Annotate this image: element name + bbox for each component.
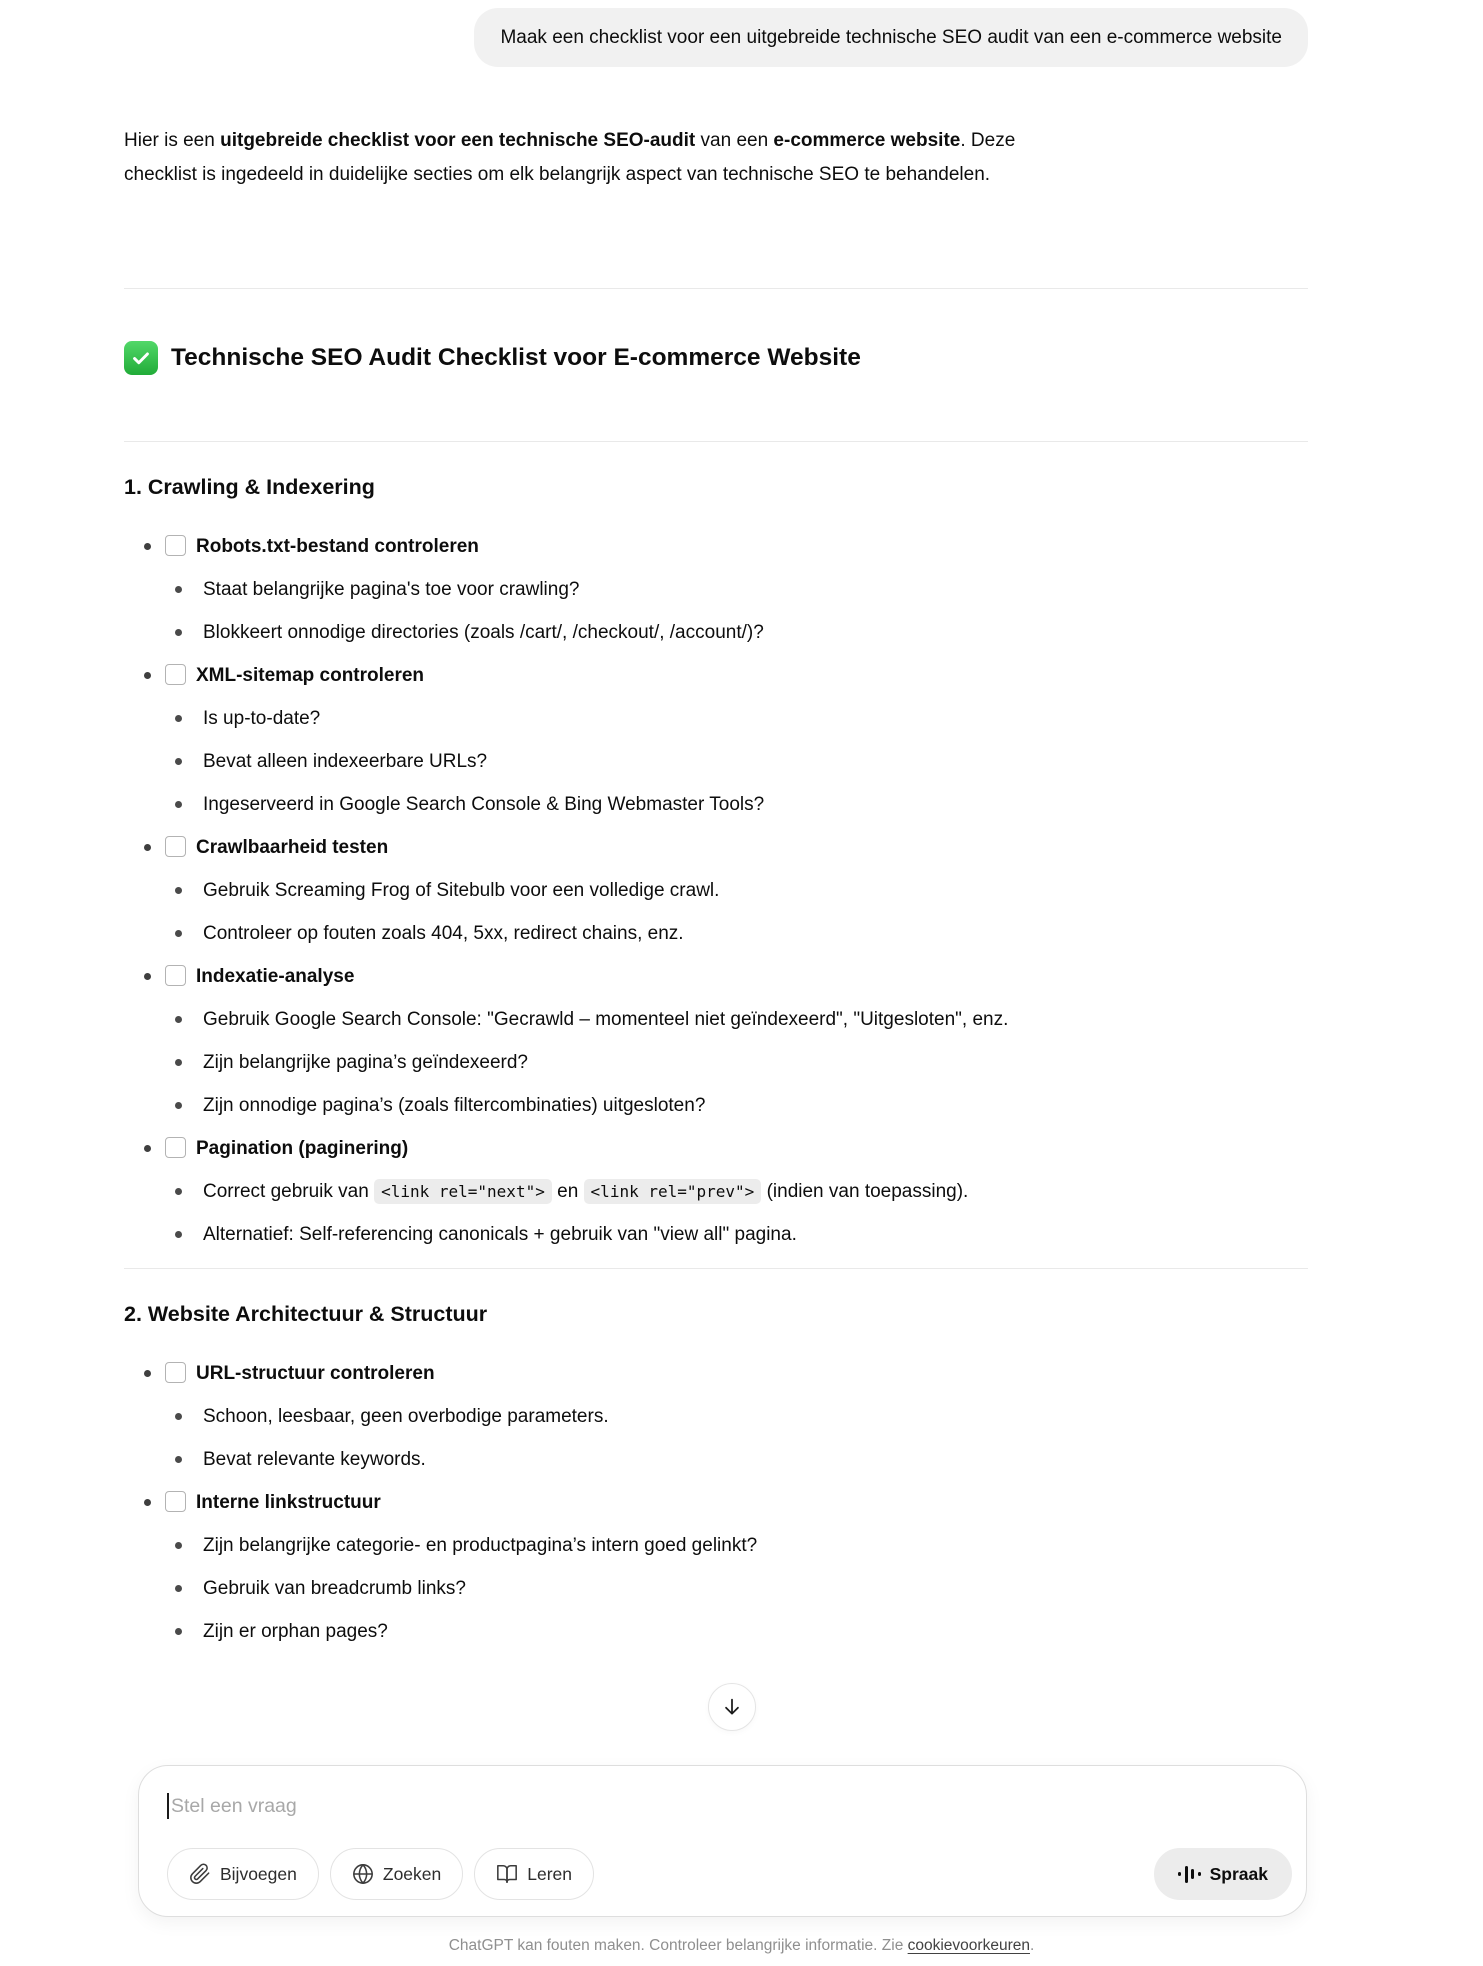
checklist-item-label: Robots.txt-bestand controleren (196, 536, 479, 557)
checklist-subitem: Bevat alleen indexeerbare URLs? (203, 740, 1058, 783)
intro-bold: e-commerce website (773, 130, 961, 151)
voice-button-label: Spraak (1209, 1863, 1268, 1884)
intro-text: Hier is een (124, 130, 221, 151)
checklist-subitem: Schoon, leesbaar, geen overbodige parameters. (203, 1395, 1058, 1438)
checklist-item-label: XML-sitemap controleren (196, 665, 425, 686)
search-button[interactable] (330, 1848, 463, 1900)
arrow-down-icon (721, 1696, 743, 1718)
attach-button[interactable] (167, 1848, 319, 1900)
footer-text: . (1029, 1937, 1035, 1954)
divider (124, 1268, 1308, 1269)
checklist-subitem: Zijn belangrijke categorie- en productpagina’s intern goed gelinkt? (203, 1524, 1058, 1567)
paperclip-icon (189, 1863, 211, 1885)
checkbox[interactable] (165, 1362, 186, 1383)
sub-list (165, 1524, 1308, 1653)
checklist-item-label: Pagination (paginering) (196, 1138, 409, 1159)
check-mark-emoji-icon (124, 341, 158, 375)
divider (124, 288, 1308, 289)
intro-text: van een (695, 130, 774, 151)
user-message-bubble: Maak een checklist voor een uitgebreide technische SEO audit van een e-commerce website (474, 8, 1308, 67)
checklist-subitem: Gebruik Screaming Frog of Sitebulb voor een volledige crawl. (203, 869, 1058, 912)
cookie-preferences-link[interactable]: cookievoorkeuren (907, 1937, 1030, 1954)
text-caret (167, 1793, 169, 1819)
sub-list (165, 697, 1308, 826)
learn-button-label: Leren (527, 1863, 573, 1884)
checklist-subitem: Controleer op fouten zoals 404, 5xx, redirect chains, enz. (203, 912, 1058, 955)
checklist-subitem: Zijn belangrijke pagina’s geïndexeerd? (203, 1041, 1058, 1084)
checklist-subitem: Staat belangrijke pagina's toe voor crawling? (203, 568, 1058, 611)
checklist-subitem: Gebruik Google Search Console: "Gecrawld – momenteel niet geïndexeerd", "Uitgesloten", enz. (203, 998, 1058, 1041)
learn-button[interactable] (474, 1848, 594, 1900)
scroll-to-bottom-button[interactable] (708, 1683, 756, 1731)
checklist-item (165, 654, 1308, 826)
checklist-subitem: Ingeserveerd in Google Search Console & Bing Webmaster Tools? (203, 783, 1058, 826)
footer-disclaimer (0, 1934, 1483, 1958)
checklist-subitem: Correct gebruik van <link rel="next"> en <link rel="prev"> (indien van toepassing). (203, 1170, 1058, 1213)
search-button-label: Zoeken (382, 1863, 442, 1884)
checklist-item (165, 1352, 1308, 1481)
checklist-item (165, 1481, 1308, 1653)
checkbox[interactable] (165, 836, 186, 857)
checklist-item (165, 826, 1308, 955)
sub-list (165, 568, 1308, 654)
checklist-subitem: Is up-to-date? (203, 697, 1058, 740)
sub-list (165, 869, 1308, 955)
inline-code: <link rel="next"> (374, 1179, 552, 1204)
intro-text: . Deze checklist is ingedeeld in duidelijke secties om elk belangrijk aspect van technische SEO te behandelen. (124, 130, 1016, 185)
sub-list (165, 1395, 1308, 1481)
user-message-row (124, 8, 1308, 67)
checkbox[interactable] (165, 965, 186, 986)
checklist-item-label: URL-structuur controleren (196, 1363, 435, 1384)
sections-host (124, 472, 1308, 1653)
composer-toolbar (167, 1848, 1292, 1900)
checkbox[interactable] (165, 664, 186, 685)
checklist-item-label: Indexatie-analyse (196, 966, 355, 987)
chat-column (124, 0, 1308, 1653)
checklist-subitem: Zijn er orphan pages? (203, 1610, 1058, 1653)
checklist-item (165, 525, 1308, 654)
sub-list (165, 1170, 1308, 1256)
voice-button[interactable] (1154, 1848, 1292, 1900)
composer-input-row (139, 1766, 1306, 1819)
main-heading-text: Technische SEO Audit Checklist voor E-commerce Website (171, 344, 861, 371)
section-title: 2. Website Architectuur & Structuur (124, 1302, 488, 1326)
book-icon (496, 1863, 518, 1885)
main-heading (124, 335, 1308, 381)
checklist-subitem: Zijn onnodige pagina’s (zoals filtercombinaties) uitgesloten? (203, 1084, 1058, 1127)
divider (124, 441, 1308, 442)
checkbox[interactable] (165, 535, 186, 556)
message-input[interactable] (171, 1795, 1278, 1818)
checklist-subitem: Gebruik van breadcrumb links? (203, 1567, 1058, 1610)
sub-list (165, 998, 1308, 1127)
checkbox[interactable] (165, 1491, 186, 1512)
checklist (124, 525, 1308, 1256)
section-title: 1. Crawling & Indexering (124, 475, 375, 499)
checklist (124, 1352, 1308, 1653)
checklist-item (165, 955, 1308, 1127)
checklist-section (124, 472, 1308, 1256)
checklist-subitem: Blokkeert onnodige directories (zoals /cart/, /checkout/, /account/)? (203, 611, 1058, 654)
voice-wave-icon (1178, 1863, 1201, 1885)
checklist-subitem: Bevat relevante keywords. (203, 1438, 1058, 1481)
checklist-section (124, 1299, 1308, 1653)
intro-bold: uitgebreide checklist voor een technische SEO-audit (220, 130, 696, 151)
checkbox[interactable] (165, 1137, 186, 1158)
globe-icon (352, 1863, 374, 1885)
intro-paragraph (124, 124, 1034, 191)
footer-text: ChatGPT kan fouten maken. Controleer belangrijke informatie. Zie (448, 1937, 908, 1954)
inline-code: <link rel="prev"> (584, 1179, 762, 1204)
checklist-item-label: Crawlbaarheid testen (196, 837, 389, 858)
checklist-item (165, 1127, 1308, 1256)
checklist-subitem: Alternatief: Self-referencing canonicals + gebruik van "view all" pagina. (203, 1213, 1058, 1256)
attach-button-label: Bijvoegen (220, 1863, 297, 1884)
composer (138, 1765, 1307, 1917)
checklist-item-label: Interne linkstructuur (196, 1492, 381, 1513)
